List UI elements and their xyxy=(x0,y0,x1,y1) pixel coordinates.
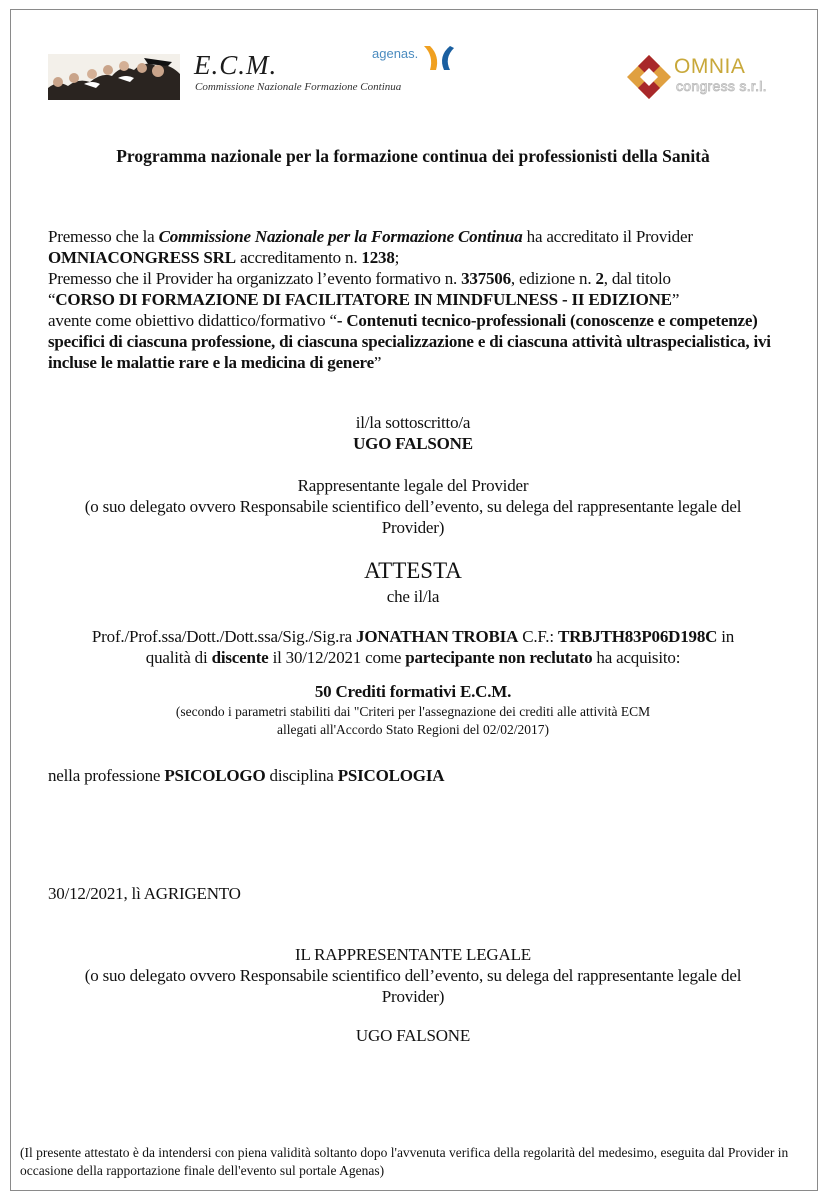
student-block: Prof./Prof.ssa/Dott./Dott.ssa/Sig./Sig.ra JONATHAN TROBIA C.F.: TRBJTH83P06D198C in qualità di discente il 30/12/2021 come partecipante non reclutato ha acquisito: xyxy=(91,627,735,667)
premise-objective: avente come obiettivo didattico/formativo “- Contenuti tecnico-professionali (conoscenze e competenze) specifici di ciascuna professione, di ciascuna specializzazione e di ciascuna attività ultraspecialistica, ivi incluse le malattie rare e la medicina di genere” xyxy=(48,311,771,372)
attesta-heading: ATTESTA xyxy=(364,558,462,583)
document-heading: Programma nazionale per la formazione continua dei professionisti della Sanità xyxy=(116,146,710,166)
ecm-logo-title: E.C.M. xyxy=(194,50,278,80)
che-label: che il/la xyxy=(386,587,440,606)
agenas-logo-text: agenas. xyxy=(372,46,419,61)
omnia-logo-icon xyxy=(626,54,672,100)
profession-name: PSICOLOGO xyxy=(164,766,266,785)
discipline-name: PSICOLOGIA xyxy=(337,766,445,785)
credits-value: 50 Crediti formativi E.C.M. xyxy=(314,682,512,701)
credits-note: (secondo i parametri stabiliti dai "Criteri per l'assegnazione dei crediti alle attività ECM allegati all'Accordo Stato Regioni del 02/02/2017) xyxy=(175,704,651,737)
accreditation-number: 1238 xyxy=(361,248,395,267)
signatory-label: il/la sottoscritto/a xyxy=(355,413,471,432)
student-tax-code: TRBJTH83P06D198C xyxy=(557,627,718,646)
participation-type: partecipante non reclutato xyxy=(405,648,593,667)
provider-name: OMNIACONGRESS SRL xyxy=(48,248,236,267)
agenas-logo-icon xyxy=(420,44,456,72)
representative-title: IL RAPPRESENTANTE LEGALE xyxy=(295,945,531,964)
signatory-role: Rappresentante legale del Provider xyxy=(297,476,529,495)
representative-name: UGO FALSONE xyxy=(355,1026,471,1045)
representative-block xyxy=(0,944,826,1007)
signatory-block xyxy=(0,412,826,538)
ecm-logo-subtitle: Commissione Nazionale Formazione Continua xyxy=(195,81,402,93)
representative-delegate-note: (o suo delegato ovvero Responsabile scientifico dell’evento, su delega del rappresentante legale del Provider) xyxy=(84,966,742,1006)
student-role: discente xyxy=(211,648,269,667)
omnia-logo-subtitle: congress s.r.l. xyxy=(676,78,767,94)
signatory-delegate-note: (o suo delegato ovvero Responsabile scientifico dell’evento, su delega del rappresentante legale del Provider) xyxy=(84,497,742,537)
signatory-name: UGO FALSONE xyxy=(353,434,473,453)
premise-event: Premesso che il Provider ha organizzato l’evento formativo n. 337506, edizione n. 2, dal titolo “CORSO DI FORMAZIONE DI FACILITATORE IN MINDFULNESS - II EDIZIONE” xyxy=(48,269,680,309)
premise-accreditation: Premesso che la Commissione Nazionale per la Formazione Continua ha accreditato il Provider OMNIACONGRESS SRL accreditamento n. 1238; xyxy=(48,227,693,267)
edition-number: 2 xyxy=(595,269,604,288)
profession-line: nella professione PSICOLOGO disciplina PSICOLOGIA xyxy=(48,766,445,785)
omnia-logo-name: OMNIA xyxy=(674,55,746,78)
ecm-painting-logo xyxy=(48,54,180,100)
objective-text: - Contenuti tecnico-professionali (conoscenze e competenze) specifici di ciascuna professione, di ciascuna specializzazione e di ciascuna attività ultraspecialistica, ivi incluse le malattie rare e la medicina di genere xyxy=(48,311,771,372)
place-date: 30/12/2021, lì AGRIGENTO xyxy=(48,884,241,903)
commission-name: Commissione Nazionale per la Formazione Continua xyxy=(158,227,523,246)
course-title: CORSO DI FORMAZIONE DI FACILITATORE IN MINDFULNESS - II EDIZIONE xyxy=(55,290,672,309)
validity-footnote: (Il presente attestato è da intendersi con piena validità soltanto dopo l'avvenuta verifica della regolarità del medesimo, eseguita dal Provider in occasione della rapportazione finale dell'evento sul portale Agenas) xyxy=(20,1145,789,1178)
event-number: 337506 xyxy=(461,269,511,288)
student-name: JONATHAN TROBIA xyxy=(356,627,519,646)
premises-paragraph xyxy=(48,226,788,373)
